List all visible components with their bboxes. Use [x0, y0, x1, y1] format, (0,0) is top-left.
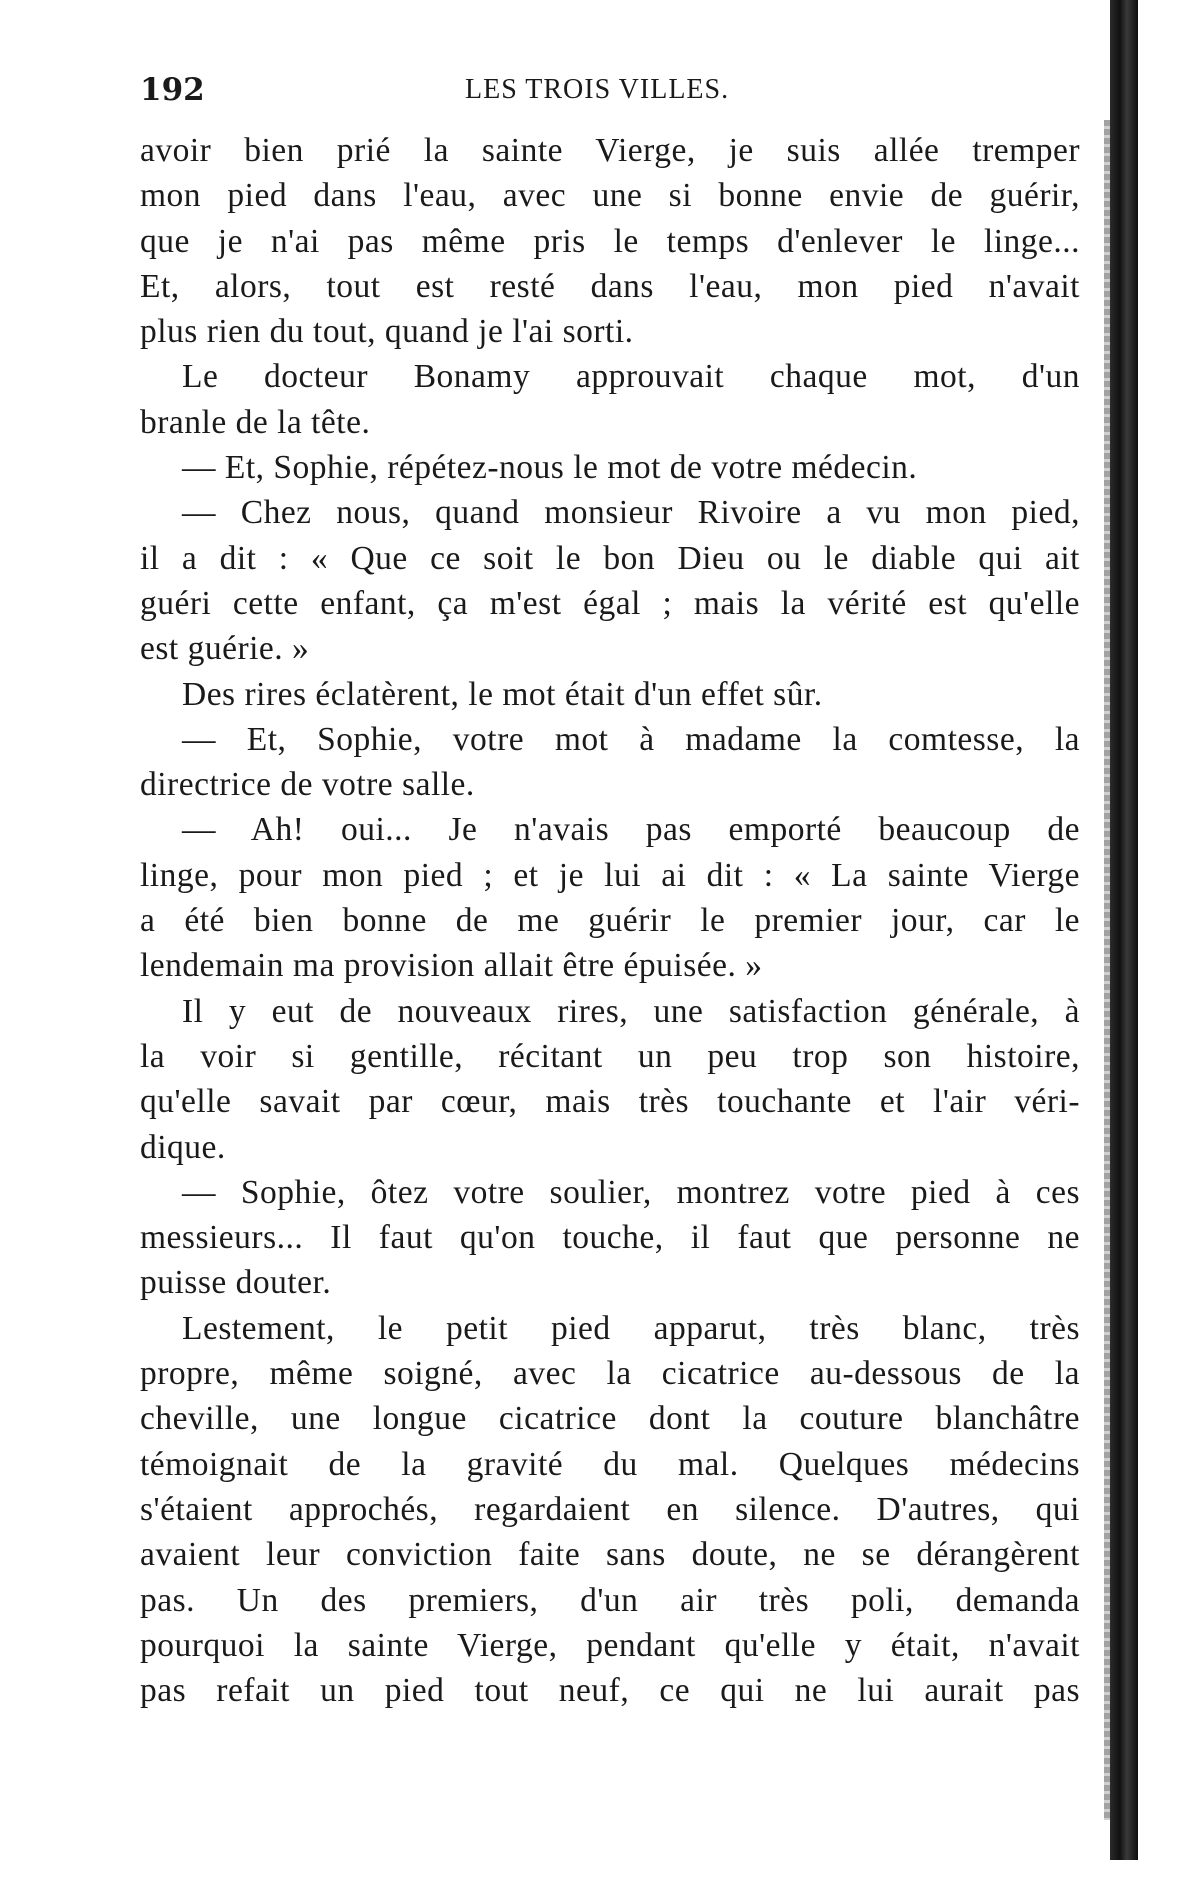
text-line: — Chez nous, quand monsieur Rivoire a vu mon pied,: [182, 494, 1080, 532]
text-line: puisse douter.: [140, 1264, 332, 1302]
text-line: la voir si gentille, récitant un peu trop son histoire,: [140, 1037, 1080, 1075]
text-line: plus rien du tout, quand je l'ai sorti.: [140, 313, 634, 351]
text-line: Il y eut de nouveaux rires, une satisfaction générale, à: [182, 992, 1080, 1030]
text-line: que je n'ai pas même pris le temps d'enlever le linge...: [140, 222, 1080, 260]
text-line: lendemain ma provision allait être épuisée. »: [140, 947, 763, 985]
text-line: il a dit : « Que ce soit le bon Dieu ou le diable qui ait: [140, 539, 1080, 577]
text-line: mon pied dans l'eau, avec une si bonne envie de guérir,: [140, 177, 1080, 215]
text-line: linge, pour mon pied ; et je lui ai dit : « La sainte Vierge: [140, 856, 1080, 894]
text-line: Lestement, le petit pied apparut, très blanc, très: [182, 1309, 1080, 1347]
text-line: — Sophie, ôtez votre soulier, montrez votre pied à ces: [182, 1173, 1080, 1211]
text-line: branle de la tête.: [140, 403, 371, 441]
text-line: s'étaient approchés, regardaient en silence. D'autres, qui: [140, 1490, 1080, 1528]
text-line: avoir bien prié la sainte Vierge, je suis allée tremper: [140, 132, 1080, 169]
text-line: avaient leur conviction faite sans doute, ne se dérangèrent: [140, 1536, 1080, 1574]
text-line: cheville, une longue cicatrice dont la couture blanchâtre: [140, 1400, 1080, 1438]
text-line: pas refait un pied tout neuf, ce qui ne lui aurait pas: [140, 1672, 1080, 1710]
text-line: guéri cette enfant, ça m'est égal ; mais la vérité est qu'elle: [140, 584, 1080, 622]
book-binding-edge: [1110, 0, 1138, 1860]
text-line: témoignait de la gravité du mal. Quelques médecins: [140, 1445, 1080, 1483]
text-line: pas. Un des premiers, d'un air très poli, demanda: [140, 1581, 1080, 1619]
text-line: Et, alors, tout est resté dans l'eau, mon pied n'avait: [140, 267, 1080, 305]
text-line: a été bien bonne de me guérir le premier jour, car le: [140, 902, 1080, 940]
text-line: — Ah! oui... Je n'avais pas emporté beaucoup de: [182, 811, 1080, 849]
text-line: messieurs... Il faut qu'on touche, il faut que personne ne: [140, 1219, 1080, 1257]
text-line: directrice de votre salle.: [140, 766, 475, 804]
text-line: Des rires éclatèrent, le mot était d'un effet sûr.: [182, 675, 823, 713]
text-line: Le docteur Bonamy approuvait chaque mot, d'un: [182, 358, 1080, 396]
text-line: — Et, Sophie, votre mot à madame la comtesse, la: [182, 720, 1080, 758]
text-line: qu'elle savait par cœur, mais très touchante et l'air véri-: [140, 1083, 1080, 1121]
text-line: — Et, Sophie, répétez-nous le mot de votre médecin.: [182, 449, 918, 487]
running-title: LES TROIS VILLES.: [465, 74, 730, 105]
text-line: propre, même soigné, avec la cicatrice au-dessous de la: [140, 1355, 1080, 1393]
body-text: [140, 128, 1080, 1713]
page-header: [140, 72, 1080, 112]
text-line: dique.: [140, 1128, 226, 1166]
page-number: 192: [140, 72, 205, 108]
text-line: pourquoi la sainte Vierge, pendant qu'elle y était, n'avait: [140, 1626, 1080, 1664]
text-line: est guérie. »: [140, 630, 310, 668]
